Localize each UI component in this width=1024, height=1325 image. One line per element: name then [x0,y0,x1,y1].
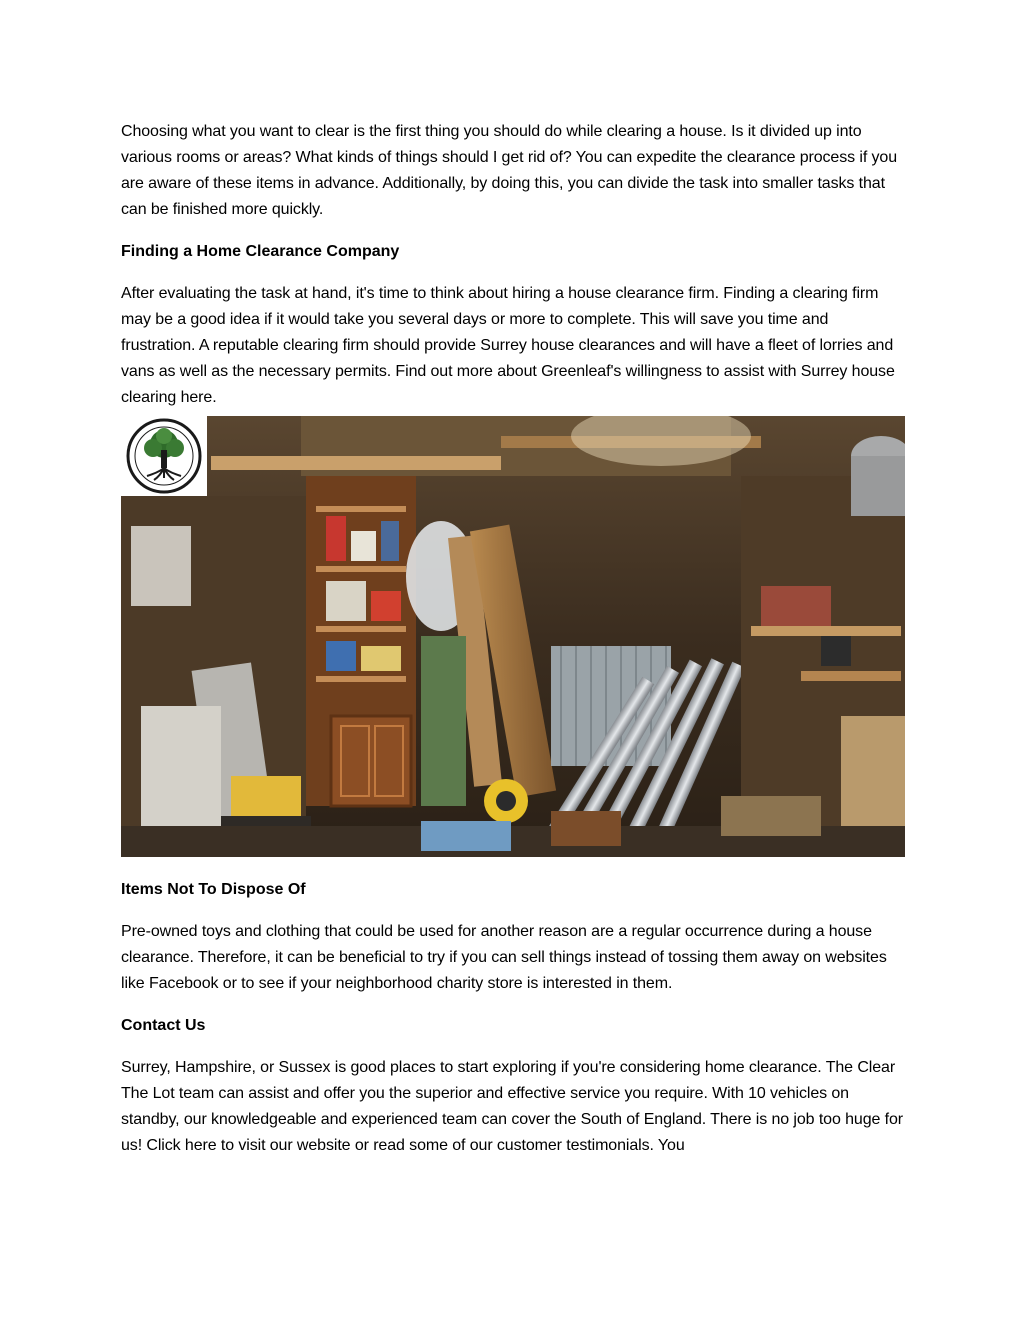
heading-finding-company: Finding a Home Clearance Company [121,243,400,260]
tree-logo-icon [121,416,207,496]
clearthelot-logo [121,416,207,496]
intro-paragraph: Choosing what you want to clear is the first thing you should do while clearing a house. Is it divided up into various rooms or areas? What kinds of things should I get rid of? You can expedite the clearance process if you are aware of these items in advance. Additionally, by doing this, you can divide the task into smaller tasks that can be finished more quickly. [121,123,898,218]
garage-illustration [121,416,905,857]
contact-us-paragraph: Surrey, Hampshire, or Sussex is good places to start exploring if you're considering home clearance. The Clear The Lot team can assist and offer you the superior and effective service you require. With 10 vehicles on standby, our knowledgeable and experienced team can cover the South of England. There is no job too huge for us! Click here to visit our website or read some of our customer testimonials. You [121,1059,904,1154]
finding-company-paragraph: After evaluating the task at hand, it's time to think about hiring a house clearance firm. Finding a clearing firm may be a good idea if it would take you several days or more to complete. This will save you time and frustration. A reputable clearing firm should provide Surrey house clearances and will have a fleet of lorries and vans as well as the necessary permits. Find out more about Greenleaf's willingness to assist with Surrey house clearing here. [121,285,895,406]
cluttered-garage-photo [121,416,905,857]
document-page [121,119,905,1159]
items-not-to-dispose-paragraph: Pre-owned toys and clothing that could be used for another reason are a regular occurrence during a house clearance. Therefore, it can be beneficial to try if you can sell things instead of tossing them away on websites like Facebook or to see if your neighborhood charity store is interested in them. [121,923,887,992]
heading-items-not-to-dispose: Items Not To Dispose Of [121,881,306,898]
heading-contact-us: Contact Us [121,1017,206,1034]
